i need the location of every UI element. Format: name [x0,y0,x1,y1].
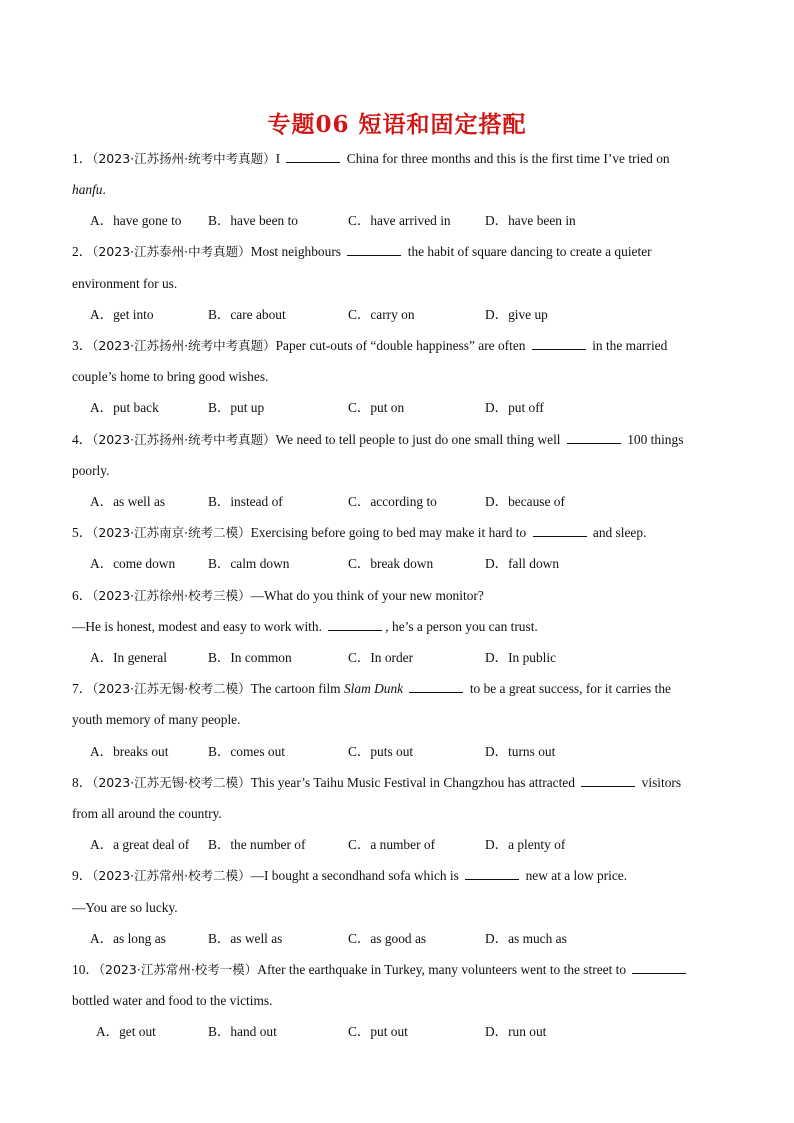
question-source: （2023·江苏常州·校考二模） [92,868,251,883]
question-source: （2023·江苏常州·校考一模） [98,962,258,977]
option-b[interactable]: B．In common [208,650,292,665]
option-c[interactable]: C．break down [348,556,434,571]
answer-blank[interactable] [328,617,382,631]
question-stem-cont: and sleep. [592,525,647,540]
question-stem: After the earthquake in Turkey, many volunteers went to the street to [257,962,627,977]
question-source: （2023·江苏南京·统考二模） [92,525,251,540]
question-10-line2 [72,991,732,1011]
option-b[interactable]: B．instead of [208,494,283,509]
question-1-line2 [72,180,732,200]
question-stem: The cartoon film [250,681,341,696]
question-number: 9． [72,868,93,883]
question-stem: Exercising before going to bed may make it hard to [250,525,527,540]
option-a[interactable]: A．have gone to [90,213,182,228]
option-a[interactable]: A．breaks out [90,744,169,759]
question-number: 2． [72,244,93,259]
question-4-line2 [72,461,732,481]
option-c[interactable]: C．carry on [348,307,415,322]
option-a[interactable]: A．a great deal of [90,837,190,852]
option-d[interactable]: D．In public [485,650,557,665]
option-d[interactable]: D．run out [485,1024,547,1039]
question-source: （2023·江苏无锡·校考二模） [92,681,251,696]
option-b[interactable]: B．have been to [208,213,298,228]
answer-blank[interactable] [567,430,621,444]
question-4 [72,430,732,450]
question-stem-cont: China for three months and this is the first time I’ve tried on [346,151,670,166]
question-9-line2 [72,898,732,918]
question-9 [72,866,732,886]
option-b[interactable]: B．hand out [208,1024,277,1039]
question-3-line2 [72,367,732,387]
option-a[interactable]: A．In general [90,650,167,665]
option-c[interactable]: C．In order [348,650,414,665]
answer-blank[interactable] [632,960,686,974]
option-d[interactable]: D．have been in [485,213,576,228]
question-stem: We need to tell people to just do one small thing well [275,432,561,447]
question-source: （2023·江苏无锡·校考二模） [92,775,251,790]
option-b[interactable]: B．calm down [208,556,290,571]
option-b[interactable]: B．care about [208,307,286,322]
option-a[interactable]: A．get into [90,307,154,322]
question-number: 7． [72,681,93,696]
question-stem-cont: visitors [641,775,682,790]
option-d[interactable]: D．as much as [485,931,567,946]
option-a[interactable]: A．as well as [90,494,166,509]
question-source: （2023·江苏扬州·统考中考真题） [92,432,276,447]
question-7-line2 [72,710,732,730]
question-number: 6． [72,588,93,603]
question-stem-cont: —He is honest, modest and easy to work with. [72,619,322,634]
question-stem-end: bottled water and food to the victims. [72,993,273,1008]
question-source: （2023·江苏扬州·统考中考真题） [92,151,276,166]
question-stem-cont: new at a low price. [525,868,628,883]
option-c[interactable]: C．put on [348,400,405,415]
option-d[interactable]: D．because of [485,494,565,509]
option-a[interactable]: A．put back [90,400,159,415]
question-number: 1． [72,151,93,166]
option-a[interactable]: A．come down [90,556,176,571]
question-number: 3． [72,338,93,353]
question-number: 5． [72,525,93,540]
option-d[interactable]: D．give up [485,307,548,322]
option-b[interactable]: B．the number of [208,837,306,852]
film-title: Slam Dunk [343,681,404,696]
question-6 [72,586,732,606]
question-3 [72,336,732,356]
answer-blank[interactable] [286,149,340,163]
question-6-line2 [72,617,732,637]
question-8 [72,773,732,793]
option-d[interactable]: D．a plenty of [485,837,566,852]
question-source: （2023·江苏徐州·校考三模） [92,588,251,603]
question-stem-end: , he’s a person you can trust. [385,619,538,634]
question-2 [72,242,732,262]
option-c[interactable]: C．a number of [348,837,436,852]
question-1 [72,149,732,169]
option-d[interactable]: D．fall down [485,556,560,571]
question-source: （2023·江苏扬州·统考中考真题） [92,338,276,353]
question-stem: Paper cut-outs of “double happiness” are often [275,338,526,353]
option-c[interactable]: C．as good as [348,931,427,946]
question-7 [72,679,732,699]
question-stem: This year’s Taihu Music Festival in Changzhou has attracted [250,775,575,790]
option-c[interactable]: C．have arrived in [348,213,451,228]
question-stem-end: —You are so lucky. [72,900,178,915]
question-stem: —What do you think of your new monitor? [250,588,484,603]
question-stem: Most neighbours [250,244,341,259]
question-number: 10． [72,962,99,977]
question-stem-cont: 100 things [627,432,684,447]
question-source: （2023·江苏泰州·中考真题） [92,244,251,259]
option-a[interactable]: A．get out [96,1024,156,1039]
option-c[interactable]: C．according to [348,494,437,509]
question-stem-end: from all around the country. [72,806,222,821]
answer-blank[interactable] [465,866,519,880]
option-c[interactable]: C．put out [348,1024,408,1039]
question-10 [72,960,732,980]
page-title: 专题06 短语和固定搭配 [267,111,527,138]
option-c[interactable]: C．puts out [348,744,414,759]
question-stem-cont: in the married [592,338,668,353]
question-stem: —I bought a secondhand sofa which is [250,868,459,883]
question-stem: I [275,151,281,166]
question-stem-cont: to be a great success, for it carries the [469,681,671,696]
question-8-line2 [72,804,732,824]
question-stem-end: . [102,182,106,197]
answer-blank[interactable] [581,773,635,787]
question-stem-end: youth memory of many people. [72,712,241,727]
answer-blank[interactable] [533,523,587,537]
question-stem-cont: the habit of square dancing to create a quieter [407,244,652,259]
option-b[interactable]: B．put up [208,400,265,415]
question-2-line2 [72,274,732,294]
answer-blank[interactable] [409,679,463,693]
option-d[interactable]: D．put off [485,400,544,415]
question-number: 8． [72,775,93,790]
option-b[interactable]: B．comes out [208,744,285,759]
question-stem-end: poorly. [72,463,110,478]
answer-blank[interactable] [532,336,586,350]
option-d[interactable]: D．turns out [485,744,556,759]
question-5 [72,523,732,543]
question-stem-end: environment for us. [72,276,178,291]
italic-term: hanfu [72,182,103,197]
option-b[interactable]: B．as well as [208,931,283,946]
question-number: 4． [72,432,93,447]
question-stem-end: couple’s home to bring good wishes. [72,369,269,384]
option-a[interactable]: A．as long as [90,931,166,946]
answer-blank[interactable] [347,242,401,256]
